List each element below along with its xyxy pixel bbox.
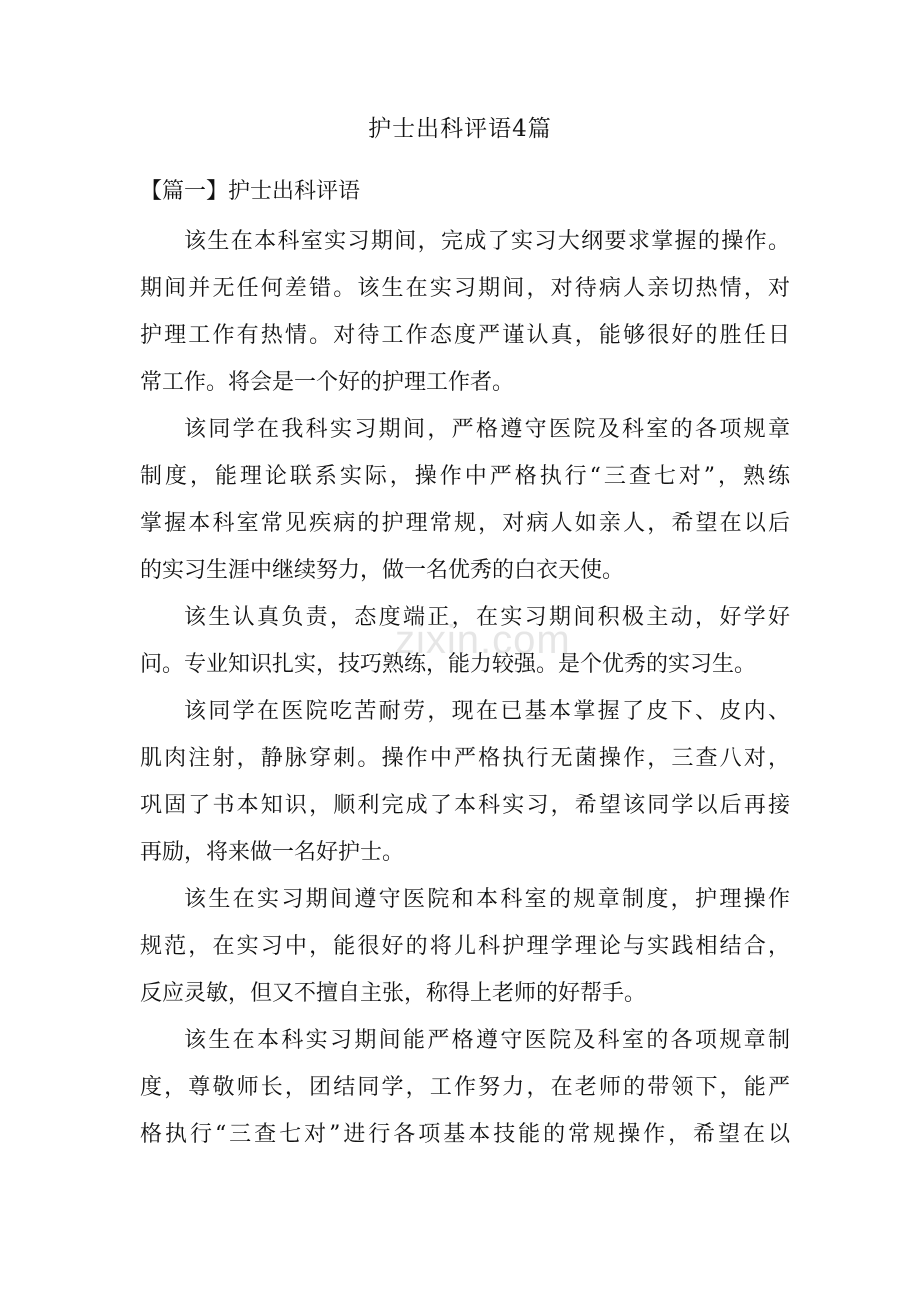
paragraph-line: 该同学在医院吃苦耐劳，现在已基本掌握了皮下、皮内、 — [184, 699, 790, 724]
document-title: 护士出科评语4篇 — [368, 116, 552, 142]
paragraph-line: 常工作。将会是一个好的护理工作者。 — [140, 370, 515, 395]
paragraph-line: 肌肉注射，静脉穿刺。操作中严格执行无菌操作，三查八对， — [140, 746, 790, 771]
paragraph-line: 该生在本科实习期间能严格遵守医院及科室的各项规章制 — [184, 1028, 790, 1053]
watermark: zixin.com — [395, 618, 571, 662]
paragraph-line: 的实习生涯中继续努力，做一名优秀的白衣天使。 — [140, 558, 625, 583]
paragraph-line: 巩固了书本知识，顺利完成了本科实习，希望该同学以后再接 — [140, 793, 790, 818]
paragraph — [140, 688, 790, 876]
paragraph-line: 反应灵敏，但又不擅自主张，称得上老师的好帮手。 — [140, 981, 647, 1006]
paragraph — [140, 218, 790, 406]
paragraph-line: 问。专业知识扎实，技巧熟练，能力较强。是个优秀的实习生。 — [140, 652, 757, 677]
paragraph-line: 该生在本科室实习期间，完成了实习大纲要求掌握的操作。 — [184, 229, 790, 254]
paragraph-line: 再励，将来做一名好护士。 — [140, 840, 405, 865]
paragraph-line: 制度，能理论联系实际，操作中严格执行“三查七对”，熟练 — [140, 464, 790, 489]
paragraph — [140, 406, 790, 594]
paragraph-line: 期间并无任何差错。该生在实习期间，对待病人亲切热情，对 — [140, 276, 790, 301]
document-body — [140, 218, 790, 1158]
paragraph — [140, 876, 790, 1017]
paragraph-line: 护理工作有热情。对待工作态度严谨认真，能够很好的胜任日 — [140, 323, 790, 348]
section-heading: 【篇一】护士出科评语 — [140, 179, 361, 204]
paragraph — [140, 594, 790, 688]
paragraph — [140, 1017, 790, 1158]
paragraph-line: 该生在实习期间遵守医院和本科室的规章制度，护理操作 — [184, 887, 790, 912]
paragraph-line: 规范，在实习中，能很好的将儿科护理学理论与实践相结合， — [140, 934, 790, 959]
paragraph-line: 该同学在我科实习期间，严格遵守医院及科室的各项规章 — [184, 417, 790, 442]
paragraph-line: 掌握本科室常见疾病的护理常规，对病人如亲人，希望在以后 — [140, 511, 790, 536]
paragraph-line: 该生认真负责，态度端正，在实习期间积极主动，好学好 — [184, 605, 790, 630]
paragraph-line: 度，尊敬师长，团结同学，工作努力，在老师的带领下，能严 — [140, 1075, 790, 1100]
paragraph-line: 格执行“三查七对”进行各项基本技能的常规操作，希望在以 — [140, 1122, 790, 1147]
